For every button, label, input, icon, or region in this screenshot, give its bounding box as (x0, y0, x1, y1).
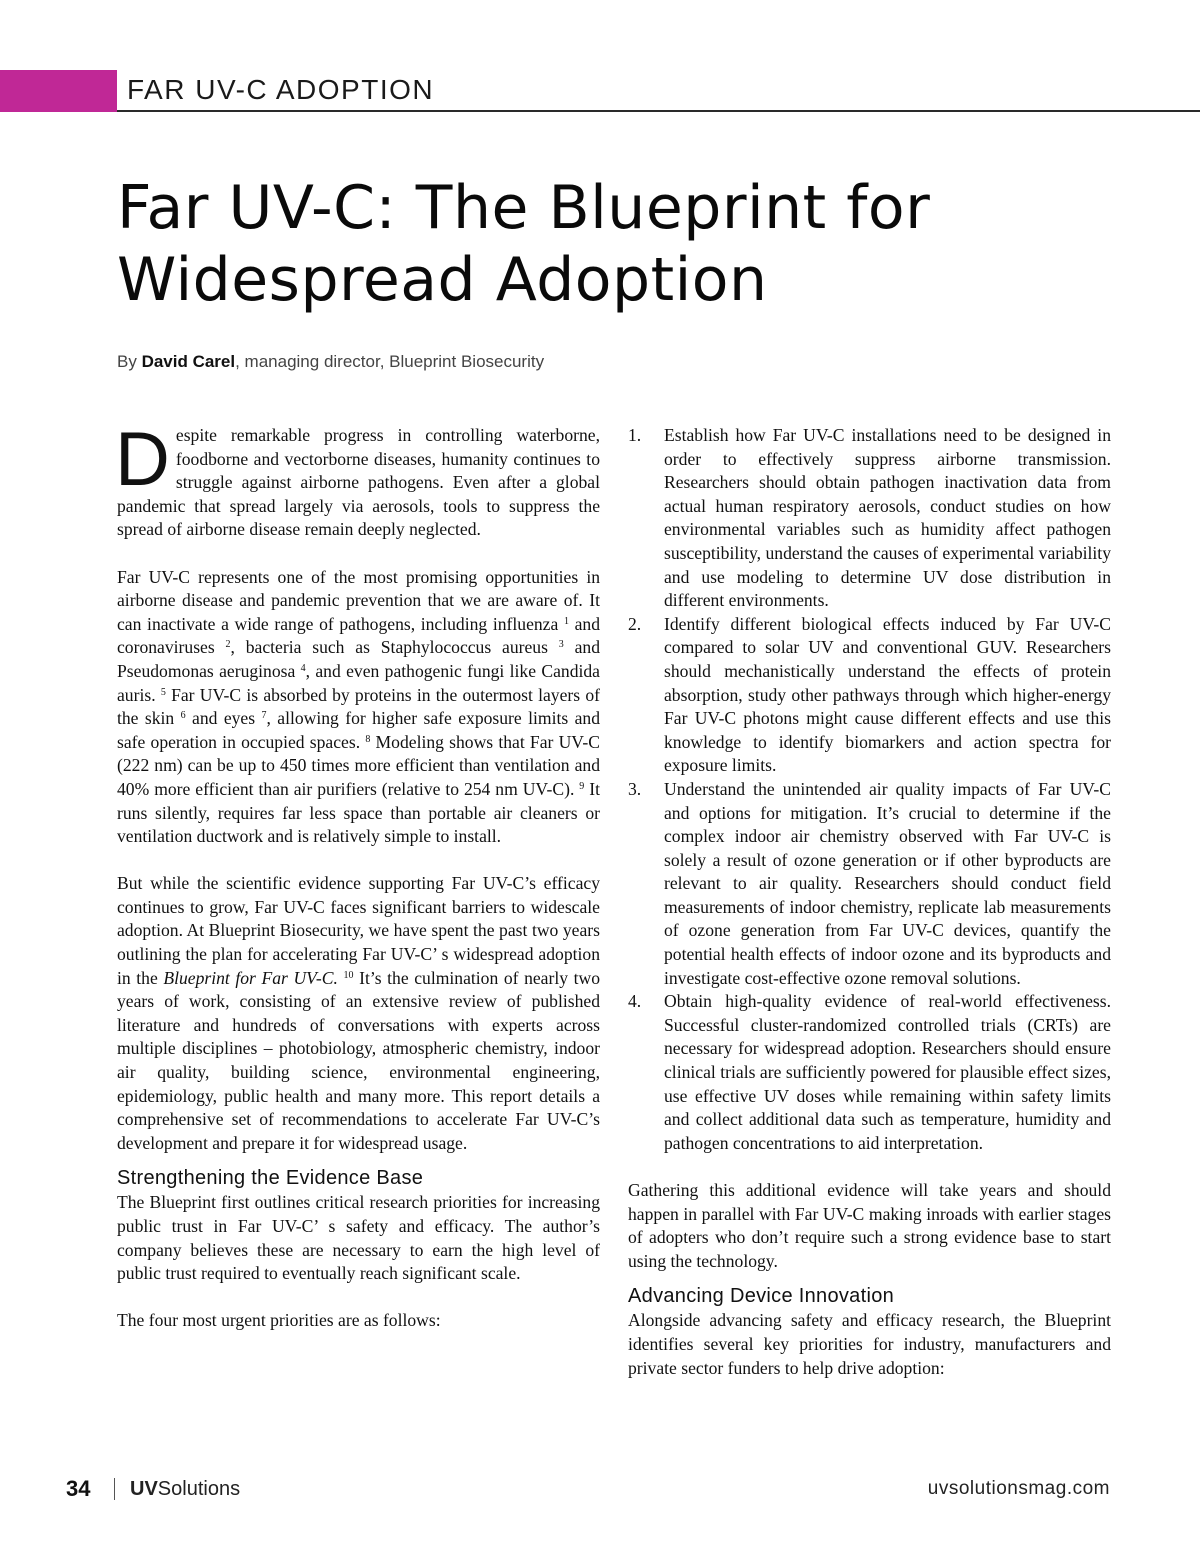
header-accent-bar (0, 70, 117, 112)
byline-prefix: By (117, 352, 142, 371)
footnote-ref: 8 (365, 733, 371, 745)
subhead-evidence-base: Strengthening the Evidence Base (117, 1167, 424, 1190)
byline-role: , managing director, Blueprint Biosecurity (235, 352, 545, 371)
author-name: David Carel (141, 352, 236, 371)
paragraph-four-priorities: The four most urgent priorities are as follows: (117, 1310, 441, 1331)
paragraph-gathering-evidence: Gathering this additional evidence will take years and should happen in parallel with Far UV-C making inroads with earlier stages of adopters who don’t require such a strong evidence base to start using the technology. (628, 1180, 1111, 1271)
paragraph-barriers: But while the scientific evidence supporting Far UV-C’s efficacy continues to grow, Far UV-C faces significant barriers to widescale adoption. At Blueprint Biosecurity, we have spent the past two years outlining the plan for accelerating Far UV-C’ s widespread adoption in the Blueprint for Far UV-C. $^{10}$ It’s the culmination of nearly two years of work, consisting of an extensive review of published literature and hundreds of conversations with experts across multiple disciplines – photobiology, atmospheric chemistry, indoor air quality, building science, environmental engineering, epidemiology, public health and many more. This report details a comprehensive set of recommendations to accelerate Far UV-C’s development and prepare it for widespread usage. (117, 873, 600, 1153)
website-url: uvsolutionsmag.com (927, 1478, 1110, 1499)
paragraph-far-uvc: Far UV-C represents one of the most promising opportunities in airborne disease and pandemic prevention that we are aware of. It can inactivate a wide range of pathogens, including influenza $^1$ and coronaviruses $^2$, bacteria such as Staphylococcus aureus $^3$ and Pseudomonas aeruginosa $^4$, and even pathogenic fungi like Candida auris. $^5$ Far UV-C is absorbed by proteins in the outermost layers of the skin $^6$ and eyes $^7$, allowing for higher safe exposure limits and safe operation in occupied spaces. $^8$ Modeling shows that Far UV-C (222 nm) can be up to 450 times more efficient than ventilation and 40% more efficient than air purifiers (relative to 254 nm UV-C). $^9$ It runs silently, requires far less space than portable air cleaners or ventilation ductwork and is relatively simple to install. (117, 566, 600, 847)
title-line-1: Far UV-C: The Blueprint for (117, 173, 931, 243)
footnote-ref: 5 (160, 686, 166, 698)
list-item: 2. Identify different biological effects induced by Far UV-C compared to solar UV and conventional GUV. Researchers should mechanistically understand the effects of protein absorption, study other pathways through which higher-energy Far UV-C photons might cause different effects and use this knowledge to identify biomarkers and action spectra for exposure limits. (628, 613, 1111, 776)
footnote-ref: 1 (563, 615, 569, 627)
list-item: 3. Understand the unintended air quality impacts of Far UV-C and options for mitigation. It’s crucial to determine if the complex indoor air chemistry observed with Far UV-C is solely a result of ozone generation or if other byproducts are relevant to air quality. Researchers should conduct field measurements of indoor chemistry, replicate lab measurements of ozone generation from Far UV-C devices, quantify the potential health effects of indoor ozone and its byproducts and investigate cost-effective ozone removal solutions. (628, 778, 1111, 988)
paragraph-intro: Despite remarkable progress in controlling waterborne, foodborne and vectorborne diseases, humanity continues to struggle against airborne pathogens. Even after a global pandemic that spread largely via aerosols, tools to suppress the spread of airborne disease remain deeply neglected. (115, 417, 600, 540)
list-item: 1. Establish how Far UV-C installations need to be designed in order to effectively suppress airborne transmission. Researchers should obtain pathogen inactivation data from actual human respiratory aerosols, conduct studies on how environmental variables such as humidity affect pathogen susceptibility, understand the causes of experimental variability and use modeling to determine UV dose distribution in different environments. (628, 425, 1111, 611)
footnote-ref: 10 (343, 969, 354, 981)
footnote-ref: 6 (180, 710, 186, 722)
footnote-ref: 4 (300, 662, 306, 674)
article-title (117, 172, 1117, 316)
right-column (628, 424, 1111, 1380)
footnote-ref: 9 (579, 780, 585, 792)
list-item: 4. Obtain high-quality evidence of real-world effectiveness. Successful cluster-randomized controlled trials (CRTs) are necessary for widespread adoption. Researchers should ensure clinical trials are sufficiently powered for plausible effect sizes, use effective UV doses while remaining within safety limits and collect additional data such as temperature, humidity and pathogen concentrations to aid interpretation. (628, 991, 1111, 1153)
header-rule (117, 110, 1200, 112)
paragraph-device-priorities: Alongside advancing safety and efficacy research, the Blueprint identifies several key priorities for industry, manufacturers and private sector funders to help drive adoption: (628, 1310, 1111, 1378)
drop-cap: D (115, 417, 170, 502)
publication-name: UVSolutions (130, 1478, 241, 1500)
footnote-ref: 2 (225, 639, 231, 651)
section-label: FAR UV-C ADOPTION (127, 74, 435, 105)
page-number: 34 (66, 1476, 91, 1501)
paragraph-research-priorities: The Blueprint first outlines critical research priorities for increasing public trust in Far UV-C’ s safety and efficacy. The author’s company believes these are necessary to earn the high level of public trust required to eventually reach significant scale. (117, 1192, 600, 1284)
subhead-device-innovation: Advancing Device Innovation (628, 1285, 895, 1308)
report-title-italic: Blueprint for Far UV-C. (163, 967, 338, 988)
footnote-ref: 3 (558, 639, 564, 651)
footnote-ref: 7 (261, 710, 267, 722)
footer-divider (114, 1478, 115, 1500)
left-column (115, 417, 600, 1333)
byline (117, 352, 544, 372)
title-line-2: Widespread Adoption (117, 245, 768, 315)
